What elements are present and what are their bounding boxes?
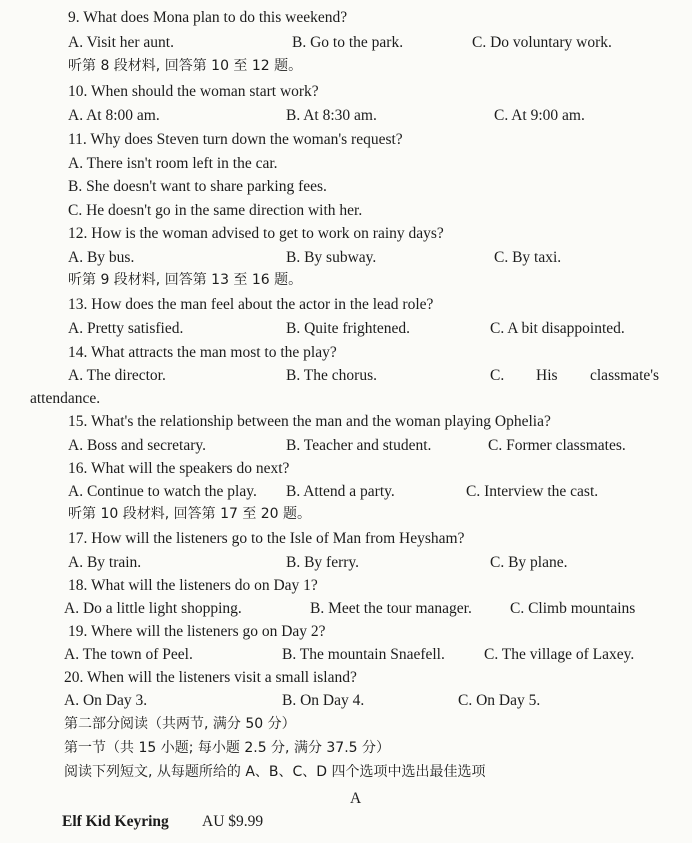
option-a: A. Boss and secretary. [68, 437, 207, 454]
question-12 [0, 222, 692, 245]
question-text: 10. When should the woman start work? [68, 83, 319, 100]
question-text: 16. What will the speakers do next? [68, 460, 290, 477]
part-heading [0, 713, 692, 736]
option-b: B. At 8:30 am. [286, 107, 377, 124]
question-text: 14. What attracts the man most to the play? [68, 344, 337, 361]
product-title: Elf Kid Keyring [62, 813, 169, 830]
option-b: B. By ferry. [286, 554, 360, 571]
product-price: AU $9.99 [202, 813, 264, 830]
options-16 [0, 480, 692, 503]
option-b: B. Teacher and student. [286, 437, 432, 454]
option-a: A. On Day 3. [64, 692, 148, 709]
product-line [0, 810, 692, 833]
section-heading [0, 269, 692, 292]
options-12 [0, 246, 692, 269]
option-b: B. Quite frightened. [286, 320, 410, 337]
question-text: 11. Why does Steven turn down the woman's request? [68, 131, 403, 148]
section-heading [0, 737, 692, 760]
option-a: A. Visit her aunt. [68, 34, 174, 51]
question-10 [0, 80, 692, 103]
option-a: A. The director. [68, 367, 166, 384]
question-text: 18. What will the listeners do on Day 1? [68, 577, 318, 594]
option-c: C. The village of Laxey. [484, 646, 635, 663]
option-c: C. Do voluntary work. [472, 34, 612, 51]
option-b: B. Meet the tour manager. [310, 600, 472, 617]
option-b: B. Attend a party. [286, 483, 395, 500]
instruction-text: 阅读下列短文, 从每题所给的 A、B、C、D 四个选项中选出最佳选项 [64, 764, 486, 780]
option-c-word: classmate's [590, 367, 660, 384]
reading-instruction [0, 761, 692, 784]
options-17 [0, 551, 692, 574]
options-18 [0, 597, 692, 620]
question-text: 12. How is the woman advised to get to work on rainy days? [68, 225, 444, 242]
question-text: 19. Where will the listeners go on Day 2? [68, 623, 326, 640]
question-text: 15. What's the relationship between the man and the woman playing Ophelia? [68, 413, 551, 430]
passage-marker [0, 787, 692, 810]
question-16 [0, 457, 692, 480]
option-c: C. By taxi. [494, 249, 562, 266]
section-instruction: 听第 9 段材料, 回答第 13 至 16 题。 [68, 272, 303, 288]
question-17 [0, 527, 692, 550]
option-c: C. On Day 5. [458, 692, 541, 709]
options-11-c [0, 199, 692, 222]
option-b: B. On Day 4. [282, 692, 365, 709]
options-11-a [0, 152, 692, 175]
option-a: A. Pretty satisfied. [68, 320, 184, 337]
option-c: C. At 9:00 am. [494, 107, 585, 124]
option-b: B. The chorus. [286, 367, 377, 384]
section-title: 第一节（共 15 小题; 每小题 2.5 分, 满分 37.5 分） [64, 740, 391, 756]
option-a: A. At 8:00 am. [68, 107, 160, 124]
option-a: A. Continue to watch the play. [68, 483, 257, 500]
options-11-b [0, 175, 692, 198]
options-14-continued [0, 387, 692, 410]
question-14 [0, 341, 692, 364]
options-19 [0, 643, 692, 666]
options-9 [0, 31, 692, 54]
option-b: B. She doesn't want to share parking fees. [68, 178, 327, 195]
options-10 [0, 104, 692, 127]
options-20 [0, 689, 692, 712]
part-title: 第二部分阅读（共两节, 满分 50 分） [64, 716, 296, 732]
option-c: C. Former classmates. [488, 437, 626, 454]
option-c-continued: attendance. [30, 390, 101, 407]
section-heading [0, 503, 692, 526]
option-a: A. Do a little light shopping. [64, 600, 242, 617]
question-9 [0, 6, 692, 29]
option-b: B. By subway. [286, 249, 377, 266]
option-c: C. By plane. [490, 554, 568, 571]
question-20 [0, 666, 692, 689]
question-13 [0, 293, 692, 316]
option-c: C. A bit disappointed. [490, 320, 625, 337]
option-c-word: His [536, 367, 558, 384]
option-a: A. The town of Peel. [64, 646, 193, 663]
section-instruction: 听第 10 段材料, 回答第 17 至 20 题。 [68, 506, 312, 522]
section-instruction: 听第 8 段材料, 回答第 10 至 12 题。 [68, 58, 303, 74]
question-text: 17. How will the listeners go to the Isle of Man from Heysham? [68, 530, 465, 547]
option-c: C. He doesn't go in the same direction with her. [68, 202, 363, 219]
question-text: 9. What does Mona plan to do this weekend? [68, 9, 348, 26]
question-11 [0, 128, 692, 151]
question-19 [0, 620, 692, 643]
question-text: 20. When will the listeners visit a small island? [64, 669, 357, 686]
option-a: A. By train. [68, 554, 142, 571]
option-c: C. Interview the cast. [466, 483, 599, 500]
section-heading [0, 55, 692, 78]
question-text: 13. How does the man feel about the actor in the lead role? [68, 296, 434, 313]
option-a: A. There isn't room left in the car. [68, 155, 278, 172]
options-14 [0, 364, 692, 387]
option-c: C. Climb mountains [510, 600, 636, 617]
options-15 [0, 434, 692, 457]
options-13 [0, 317, 692, 340]
option-b: B. Go to the park. [292, 34, 404, 51]
question-18 [0, 574, 692, 597]
option-c-label: C. [490, 367, 505, 384]
passage-letter: A [350, 790, 362, 807]
option-b: B. The mountain Snaefell. [282, 646, 445, 663]
option-a: A. By bus. [68, 249, 135, 266]
question-15 [0, 410, 692, 433]
